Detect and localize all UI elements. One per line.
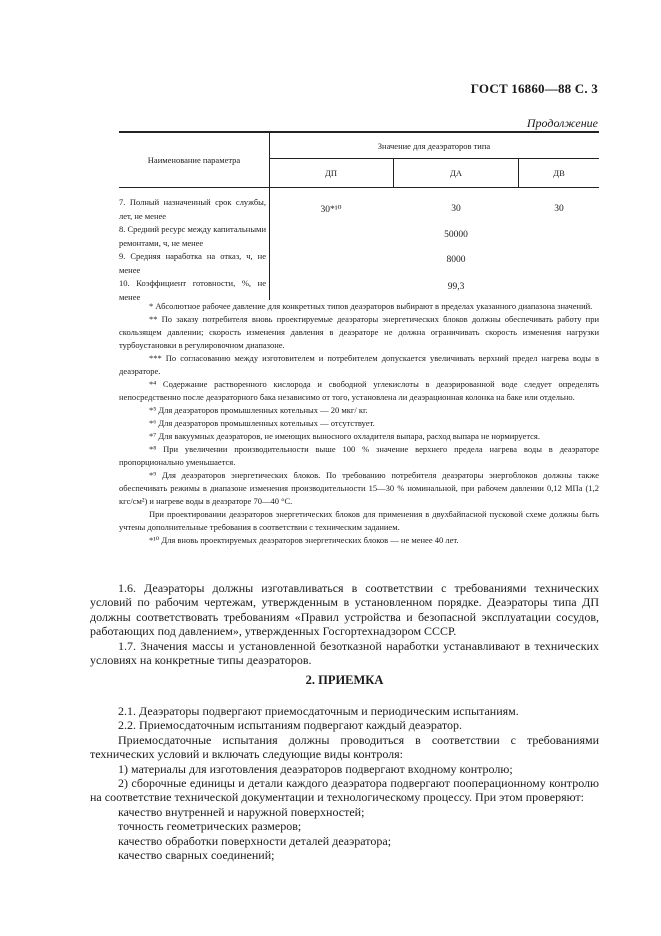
table-row-name: 7. Полный назначенный срок службы, лет, не менее [119, 197, 266, 221]
table-cell-dp: 30*¹⁰ [320, 205, 342, 215]
table-cell-dv: 30 [554, 204, 564, 214]
paragraph: 1.7. Значения массы и установленной безотказной наработки устанавливают в технических условиях на конкретные типы деаэраторов. [90, 638, 599, 668]
footnote: *⁹ Для деаэраторов энергетических блоков. По требованию потребителя деаэраторы энергоблоков должны также обеспечивать режимы в диапазоне изменения производительности 15—30 % номинальной, при рабочем давлении 0,12 МПа (1,2 кгс/см²) и нагреве воды в деаэраторе 70—40 °С. [119, 470, 599, 506]
header-dp: ДП [269, 159, 394, 187]
paragraph: 2) сборочные единицы и детали каждого деаэратора подвергают пооперационному контролю на соответствие технической документации и технологическому процессу. При этом проверяют: [90, 776, 599, 805]
paragraph: 2.2. Приемосдаточным испытаниям подвергают каждый деаэратор. [118, 718, 462, 733]
table-row-name: 8. Средний ресурс между капитальными ремонтами, ч, не менее [119, 224, 266, 248]
header-da: ДА [394, 159, 519, 187]
paragraph: Приемосдаточные испытания должны проводиться в соответствии с требованиями технических условий и включать следующие виды контроля: [90, 732, 599, 762]
document-code: ГОСТ 16860—88 С. 3 [470, 81, 598, 96]
table-cell-da: 99,3 [447, 282, 465, 292]
header-values-group: Значение для деаэраторов типа [269, 133, 599, 159]
footnote: * Абсолютное рабочее давление для конкретных типов деаэраторов выбирают в пределах указанного диапазона значений. [149, 301, 593, 311]
table-row-name: 10. Коэффициент готовности, %, не менее [119, 278, 266, 302]
footnote: *** По согласованию между изготовителем и потребителем допускается увеличивать верхний предел нагрева воды в деаэраторе. [119, 353, 599, 376]
paragraph: 1) материалы для изготовления деаэраторов подвергают входному контролю; [118, 761, 513, 776]
footnote: *⁷ Для вакуумных деаэраторов, не имеющих выносного охладителя выпара, расход выпара не нормируется. [149, 431, 540, 441]
table-header [119, 133, 599, 188]
paragraph: качество сварных соединений; [118, 848, 275, 863]
table-body [119, 188, 599, 300]
continuation-label: Продолжение [526, 116, 598, 130]
footnote: *⁶ Для деаэраторов промышленных котельных — отсутствует. [149, 418, 375, 428]
table-cell-da: 50000 [444, 230, 468, 240]
footnote: *⁴ Содержание растворенного кислорода и свободной углекислоты в деаэрированной воде следует определять непосредственно после деаэраторного бака независимо от того, установлена ли деаэрационная колонка на баке или отдельно. [119, 379, 599, 402]
table-footnotes [119, 300, 599, 547]
footnote: При проектировании деаэраторов энергетических блоков для применения в двухбайпасной пусковой схеме должны быть учтены дополнительные требования в соответствии с техническим заданием. [119, 509, 599, 532]
paragraph: 2.1. Деаэраторы подвергают приемосдаточным и периодическим испытаниям. [118, 704, 519, 718]
header-parameter-name: Наименование параметра [119, 133, 270, 187]
body-text-a [90, 581, 599, 667]
parameters-table [119, 131, 599, 300]
paragraph: качество обработки поверхности деталей деаэратора; [118, 833, 392, 848]
paragraph: точность геометрических размеров; [118, 819, 302, 834]
table-cell-da: 8000 [446, 255, 466, 265]
paragraph: качество внутренней и наружной поверхностей; [118, 804, 365, 819]
footnote: *¹⁰ Для вновь проектируемых деаэраторов энергетических блоков — не менее 40 лет. [149, 535, 459, 545]
table-cell-da: 30 [451, 204, 461, 214]
footnote: *⁸ При увеличении производительности выше 100 % значение верхнего предела нагрева воды в деаэраторе пропорционально уменьшается. [119, 444, 599, 467]
footnote: *⁵ Для деаэраторов промышленных котельных — 20 мкг/ кг. [149, 405, 368, 415]
header-dv: ДВ [553, 168, 565, 178]
section-title: 2. ПРИЕМКА [305, 673, 384, 687]
table-row-name: 9. Средняя наработка на отказ, ч, не менее [119, 251, 266, 275]
footnote: ** По заказу потребителя вновь проектируемые деаэраторы энергетических блоков должны обеспечивать работу при скользящем давлении; скорость изменения давления в деаэраторе не должна ограничивать скорость изменения нагрузки турбоустановки в регулировочном диапазоне. [119, 314, 599, 350]
body-text-b [90, 704, 599, 862]
paragraph: 1.6. Деаэраторы должны изготавливаться в соответствии с требованиями технических условий по рабочим чертежам, утвержденным в установленном порядке. Деаэраторы типа ДП должны соответствовать требованиям «Правил устройства и безопасной эксплуатации сосудов, работающих под давлением», утвержденных Госгортехнадзором СССР. [90, 581, 599, 639]
